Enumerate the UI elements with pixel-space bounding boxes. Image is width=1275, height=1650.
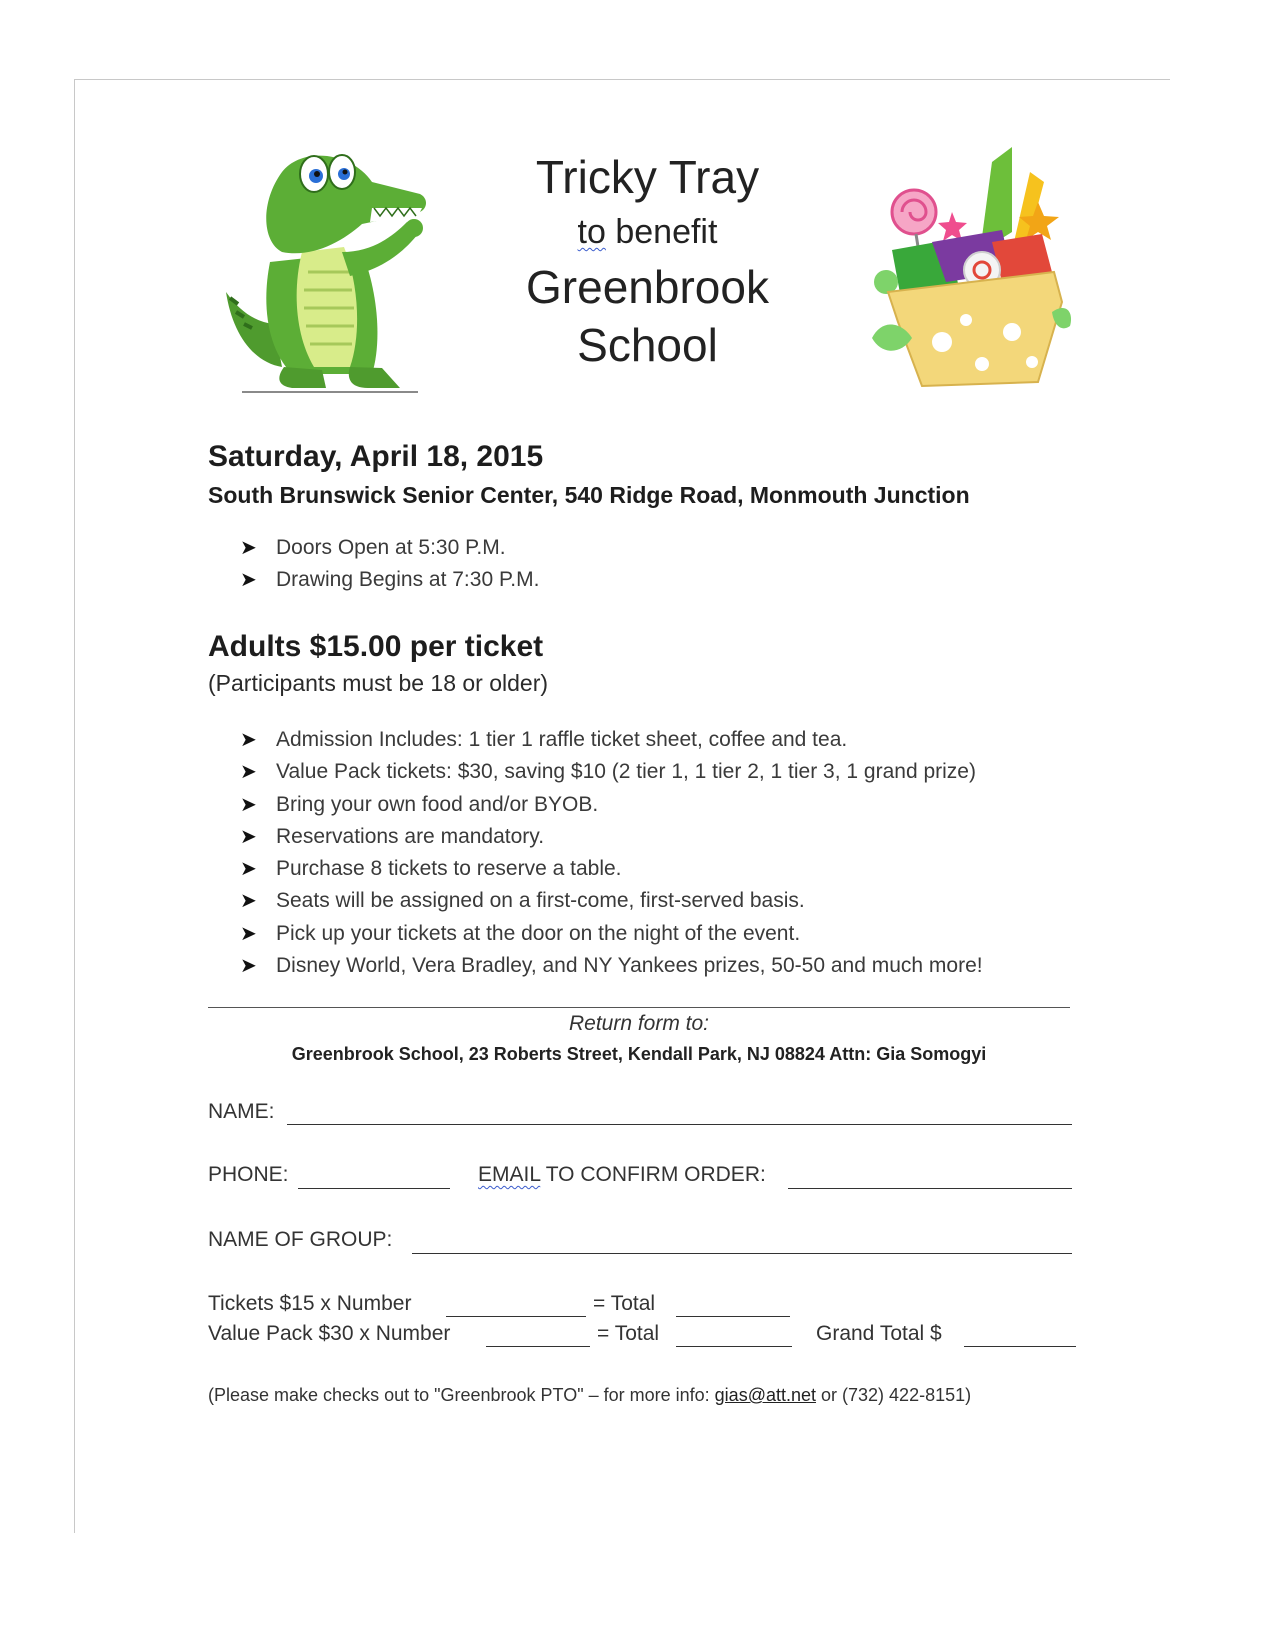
group-field-line[interactable] bbox=[412, 1253, 1072, 1254]
tickets-total-line[interactable] bbox=[676, 1316, 790, 1317]
valuepack-total-label: = Total bbox=[597, 1322, 660, 1345]
grand-total-line[interactable] bbox=[964, 1346, 1076, 1347]
list-item: ➤ Purchase 8 tickets to reserve a table. bbox=[240, 853, 983, 885]
arrow-bullet-icon: ➤ bbox=[240, 761, 257, 784]
arrow-bullet-icon: ➤ bbox=[240, 729, 257, 751]
arrow-bullet-icon: ➤ bbox=[240, 858, 257, 881]
arrow-bullet-icon: ➤ bbox=[240, 537, 257, 559]
group-label: NAME OF GROUP: bbox=[208, 1228, 393, 1251]
title-school: School bbox=[577, 319, 718, 371]
arrow-bullet-icon: ➤ bbox=[240, 955, 257, 978]
page-edge-top bbox=[74, 79, 1170, 80]
spellcheck-word: to bbox=[577, 213, 606, 251]
list-item: ➤ Bring your own food and/or BYOB. bbox=[240, 789, 983, 821]
name-label: NAME: bbox=[208, 1100, 275, 1123]
price-headline: Adults $15.00 per ticket bbox=[208, 630, 544, 663]
tickets-total-label: = Total bbox=[593, 1292, 656, 1315]
return-address: Greenbrook School, 23 Roberts Street, Kendall Park, NJ 08824 Attn: Gia Somogyi bbox=[291, 1044, 987, 1064]
footer-note: (Please make checks out to "Greenbrook PTO" – for more info: gias@att.net or (732) 422-8151) bbox=[208, 1385, 972, 1405]
page-edge-left bbox=[74, 79, 75, 1533]
title-tricky-tray: Tricky Tray bbox=[535, 151, 760, 203]
valuepack-label: Value Pack $30 x Number bbox=[208, 1322, 451, 1345]
list-item: ➤ Disney World, Vera Bradley, and NY Yankees prizes, 50-50 and much more! bbox=[240, 950, 983, 982]
alligator-illustration bbox=[222, 142, 438, 396]
arrow-bullet-icon: ➤ bbox=[240, 890, 257, 913]
list-item: ➤ Doors Open at 5:30 P.M. bbox=[240, 532, 539, 564]
valuepack-number-line[interactable] bbox=[486, 1346, 590, 1347]
list-item: ➤ Value Pack tickets: $30, saving $10 (2 tier 1, 1 tier 2, 1 tier 3, 1 grand prize) bbox=[240, 756, 983, 788]
phone-label: PHONE: bbox=[208, 1163, 289, 1186]
list-item: ➤ Admission Includes: 1 tier 1 raffle ticket sheet, coffee and tea. bbox=[240, 724, 983, 756]
arrow-bullet-icon: ➤ bbox=[240, 793, 257, 816]
gift-basket-illustration bbox=[862, 142, 1077, 387]
arrow-bullet-icon: ➤ bbox=[240, 922, 257, 945]
list-item: ➤ Reservations are mandatory. bbox=[240, 821, 983, 853]
tickets-number-line[interactable] bbox=[446, 1316, 586, 1317]
email-confirm-label: EMAIL TO CONFIRM ORDER: bbox=[478, 1163, 766, 1186]
list-item: ➤ Seats will be assigned on a first-come, first-served basis. bbox=[240, 885, 983, 917]
section-divider bbox=[208, 1007, 1070, 1008]
name-field-line[interactable] bbox=[287, 1124, 1072, 1125]
email-field-line[interactable] bbox=[788, 1188, 1072, 1189]
details-list bbox=[240, 724, 983, 982]
arrow-bullet-icon: ➤ bbox=[240, 825, 257, 848]
grand-total-label: Grand Total $ bbox=[816, 1322, 942, 1345]
title-to-benefit bbox=[480, 213, 815, 252]
title-benefit-word: benefit bbox=[605, 213, 718, 251]
valuepack-total-line[interactable] bbox=[676, 1346, 792, 1347]
event-times-list bbox=[240, 532, 539, 597]
title-greenbrook: Greenbrook bbox=[526, 261, 769, 313]
spellcheck-word: EMAIL bbox=[478, 1163, 541, 1186]
list-item: ➤ Pick up your tickets at the door on the night of the event. bbox=[240, 918, 983, 950]
return-form-label: Return form to: bbox=[568, 1012, 710, 1035]
arrow-bullet-icon: ➤ bbox=[240, 569, 257, 592]
list-item: ➤ Drawing Begins at 7:30 P.M. bbox=[240, 564, 539, 596]
event-date: Saturday, April 18, 2015 bbox=[208, 440, 544, 473]
tickets-label: Tickets $15 x Number bbox=[208, 1292, 412, 1315]
event-venue: South Brunswick Senior Center, 540 Ridge Road, Monmouth Junction bbox=[208, 482, 970, 508]
phone-field-line[interactable] bbox=[298, 1188, 450, 1189]
contact-email-link[interactable]: gias@att.net bbox=[714, 1385, 817, 1405]
age-note: (Participants must be 18 or older) bbox=[208, 670, 549, 696]
